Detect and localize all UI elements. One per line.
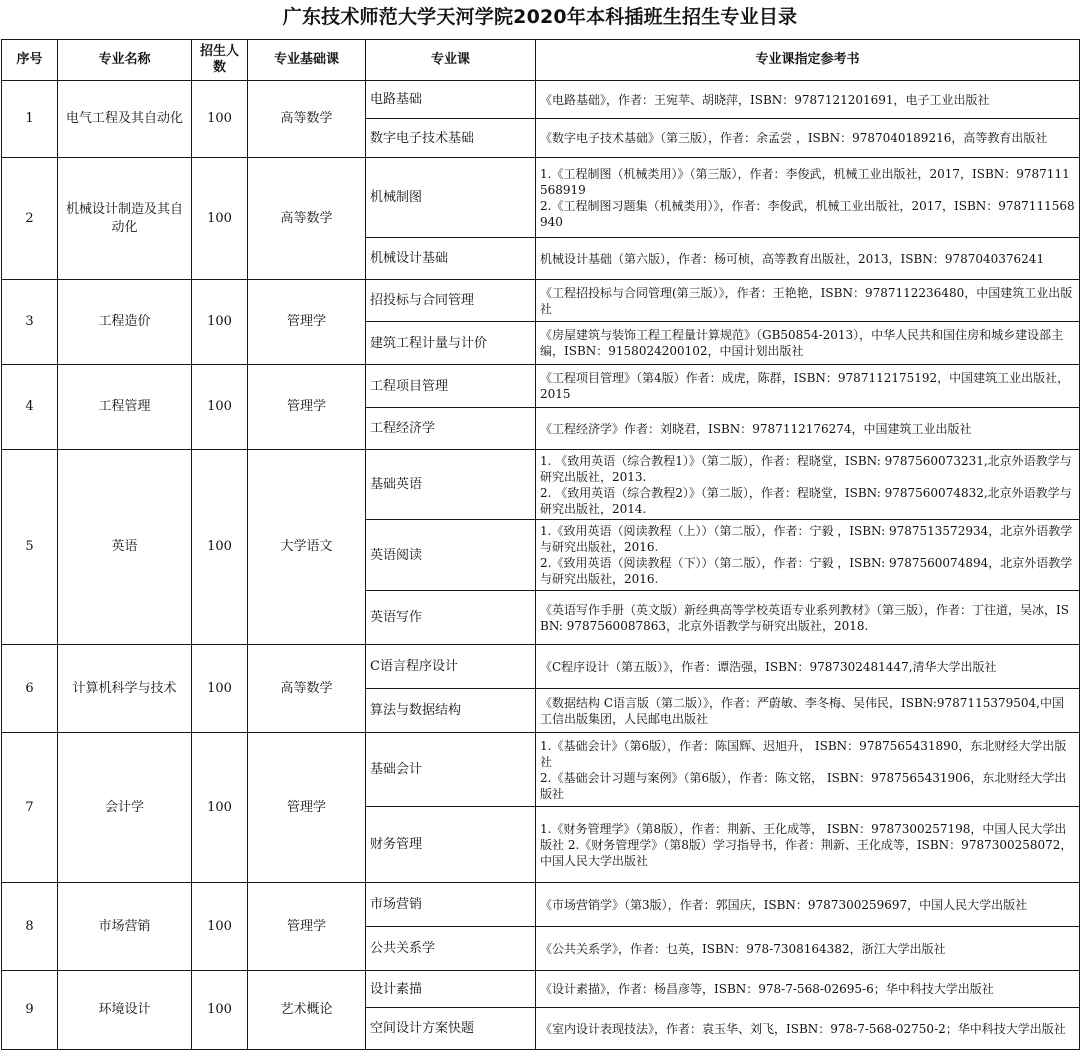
reference-book-entry: 《设计素描》，作者：杨昌彦等，ISBN：978-7-568-02695-6；华中科技大学出版社 [540,982,994,996]
reference-books [536,81,1080,119]
header-basic: 专业基础课 [248,40,366,81]
course-name-text: 基础英语 [370,477,423,492]
reference-book-entry: 2.《致用英语（阅读教程（下））（第二版），作者：宁毅 ，ISBN: 9787560074894，北京外语教学与研究出版社，2016. [540,556,1073,586]
reference-books [536,591,1080,645]
row-number: 6 [2,645,58,733]
row-number: 5 [2,450,58,645]
reference-book-entry: 机械设计基础（第六版），作者：杨可桢，高等教育出版社，2013，ISBN：9787040376241 [540,251,1045,266]
course-name-text: 招投标与合同管理 [370,293,475,308]
reference-books [536,1008,1080,1050]
reference-book-entry: 1. 《致用英语（综合教程1）》（第二版），作者：程晓堂，ISBN: 9787560073231,北京外语教学与研究出版社，2013. [540,453,1072,484]
catalog-table [1,39,1080,1050]
course-name-text: 公共关系学 [370,941,436,956]
reference-book-entry: 《房屋建筑与装饰工程工程量计算规范》（GB50854-2013），中华人民共和国住房和城乡建设部主编，ISBN：9158024200102，中国计划出版社 [540,328,1064,358]
basic-course: 管理学 [248,365,366,450]
table-row [2,450,1080,520]
header-num: 序号 [2,40,58,81]
reference-books [536,520,1080,591]
reference-books [536,733,1080,807]
reference-books [536,689,1080,733]
row-number: 7 [2,733,58,883]
course-name-text: 电路基础 [370,92,423,107]
course-name [366,322,536,365]
reference-book-entry: 2.《工程制图习题集（机械类用）》，作者：李俊武，机械工业出版社，2017，ISBN：9787111568940 [540,198,1075,229]
enrollment-quota: 100 [192,450,248,645]
course-name [366,119,536,158]
reference-book-entry: 《数据结构 C语言版（第二版）》，作者：严蔚敏、李冬梅、吴伟民，ISBN:9787115379504,中国工信出版集团，人民邮电出版社 [540,695,1064,726]
course-name-text: 机械设计基础 [370,251,449,266]
reference-book-entry: 1.《致用英语（阅读教程（上））（第二版），作者：宁毅 ，ISBN: 9787513572934，北京外语教学与研究出版社，2016. [540,524,1073,554]
reference-book-entry: 《市场营销学》（第3版），作者：郭国庆，ISBN：9787300259697，中国人民大学出版社 [540,897,1028,912]
reference-books [536,883,1080,927]
reference-books [536,322,1080,365]
enrollment-quota: 100 [192,645,248,733]
major-name: 会计学 [58,733,192,883]
course-name [366,81,536,119]
header-major: 专业名称 [58,40,192,81]
reference-book-entry: 《公共关系学》，作者：乜英，ISBN：978-7308164382，浙江大学出版社 [540,941,946,956]
basic-course: 管理学 [248,733,366,883]
reference-book-entry: 《工程招投标与合同管理(第三版）》，作者：王艳艳，ISBN：9787112236480，中国建筑工业出版社 [540,285,1073,316]
catalog-body [2,81,1080,1050]
enrollment-quota: 100 [192,971,248,1050]
major-name: 环境设计 [58,971,192,1050]
basic-course: 高等数学 [248,645,366,733]
enrollment-quota: 100 [192,883,248,971]
page-title: 广东技术师范大学天河学院2020年本科插班生招生专业目录 [282,6,798,28]
course-name-text: 工程项目管理 [370,378,449,394]
course-name [366,733,536,807]
reference-books [536,280,1080,322]
enrollment-quota: 100 [192,158,248,280]
course-name-text: 机械制图 [370,190,423,205]
course-name-text: C语言程序设计 [370,659,458,674]
reference-book-entry: 《数字电子技术基础》（第三版），作者：余孟尝 ，ISBN：9787040189216，高等教育出版社 [540,131,1048,145]
major-name: 市场营销 [58,883,192,971]
basic-course: 大学语文 [248,450,366,645]
course-name-text: 财务管理 [370,837,423,852]
reference-book-entry: 《室内设计表现技法》，作者：袁玉华、刘飞，ISBN：978-7-568-02750-2；华中科技大学出版社 [540,1021,1066,1036]
row-number: 3 [2,280,58,365]
reference-book-entry: 2. 《致用英语（综合教程2）》（第二版），作者：程晓堂，ISBN: 9787560074832,北京外语教学与研究出版社，2014. [540,485,1072,516]
header-quota: 招生人数 [192,40,248,81]
reference-book-entry: 《英语写作手册（英文版）新经典高等学校英语专业系列教材》（第三版），作者：丁往道，吴冰，ISBN: 9787560087863，北京外语教学与研究出版社，2018. [540,602,1069,633]
major-name: 电气工程及其自动化 [58,81,192,158]
enrollment-quota: 100 [192,280,248,365]
basic-course: 高等数学 [248,158,366,280]
course-name [366,238,536,280]
basic-course: 管理学 [248,280,366,365]
course-name [366,645,536,689]
reference-book-entry: 1.《财务管理学》（第8版），作者：荆新、王化成等， ISBN：9787300257198，中国人民大学出版社 2.《财务管理学》（第8版）学习指导书，作者：荆新、王化成等，ISBN：9787300258072，中国人民大学出版社 [540,821,1073,868]
table-row [2,971,1080,1008]
course-name-text: 算法与数据结构 [370,703,462,718]
course-name [366,689,536,733]
basic-course: 艺术概论 [248,971,366,1050]
reference-book-entry: 1.《基础会计》（第6版），作者：陈国辉、迟旭升， ISBN：9787565431890，东北财经大学出版社 [540,738,1067,769]
course-name-text: 数字电子技术基础 [370,130,475,146]
table-row [2,280,1080,322]
header-course: 专业课 [366,40,536,81]
basic-course: 管理学 [248,883,366,971]
row-number: 2 [2,158,58,280]
row-number: 1 [2,81,58,158]
reference-book-entry: 《电路基础》，作者：王宛苹、胡晓萍，ISBN：9787121201691，电子工业出版社 [540,92,990,107]
major-name: 英语 [58,450,192,645]
reference-books [536,645,1080,689]
reference-books [536,408,1080,450]
course-name-text: 建筑工程计量与计价 [370,335,488,351]
course-name [366,158,536,238]
course-name [366,807,536,883]
reference-books [536,450,1080,520]
reference-book-entry: 1.《工程制图（机械类用）》（第三版），作者：李俊武，机械工业出版社，2017，ISBN：9787111568919 [540,166,1070,197]
reference-books [536,238,1080,280]
table-row [2,733,1080,807]
reference-book-entry: 《工程项目管理》（第4版）作者：成虎，陈群，ISBN：9787112175192，中国建筑工业出版社，2015 [540,371,1070,401]
table-row [2,158,1080,238]
table-row [2,883,1080,927]
reference-books [536,807,1080,883]
reference-books [536,971,1080,1008]
row-number: 4 [2,365,58,450]
reference-book-entry: 《C程序设计（第五版）》，作者：谭浩强，ISBN：9787302481447,清华大学出版社 [540,659,997,674]
reference-books [536,927,1080,971]
course-name [366,927,536,971]
header-books: 专业课指定参考书 [536,40,1080,81]
enrollment-quota: 100 [192,733,248,883]
reference-books [536,365,1080,408]
major-name: 工程管理 [58,365,192,450]
enrollment-quota: 100 [192,81,248,158]
major-name: 计算机科学与技术 [58,645,192,733]
table-row [2,81,1080,119]
row-number: 8 [2,883,58,971]
major-name: 机械设计制造及其自动化 [58,158,192,280]
course-name [366,365,536,408]
table-row [2,645,1080,689]
reference-books [536,119,1080,158]
enrollment-quota: 100 [192,365,248,450]
reference-books [536,158,1080,238]
course-name [366,1008,536,1050]
course-name-text: 市场营销 [370,897,423,912]
course-name-text: 英语写作 [370,610,423,625]
course-name-text: 设计素描 [370,981,423,997]
course-name-text: 工程经济学 [370,421,436,436]
reference-book-entry: 2.《基础会计习题与案例》（第6版），作者：陈文铭， ISBN：9787565431906，东北财经大学出版社 [540,770,1067,801]
course-name-text: 基础会计 [370,762,423,777]
course-name-text: 英语阅读 [370,547,423,563]
course-name [366,971,536,1008]
major-name: 工程造价 [58,280,192,365]
course-name [366,520,536,591]
table-row [2,365,1080,408]
course-name [366,883,536,927]
header-row [2,40,1080,81]
row-number: 9 [2,971,58,1050]
basic-course: 高等数学 [248,81,366,158]
reference-book-entry: 《工程经济学》作者：刘晓君，ISBN：9787112176274，中国建筑工业出版社 [540,421,972,436]
course-name [366,591,536,645]
course-name-text: 空间设计方案快题 [370,1021,475,1036]
course-name [366,280,536,322]
course-name [366,408,536,450]
course-name [366,450,536,520]
